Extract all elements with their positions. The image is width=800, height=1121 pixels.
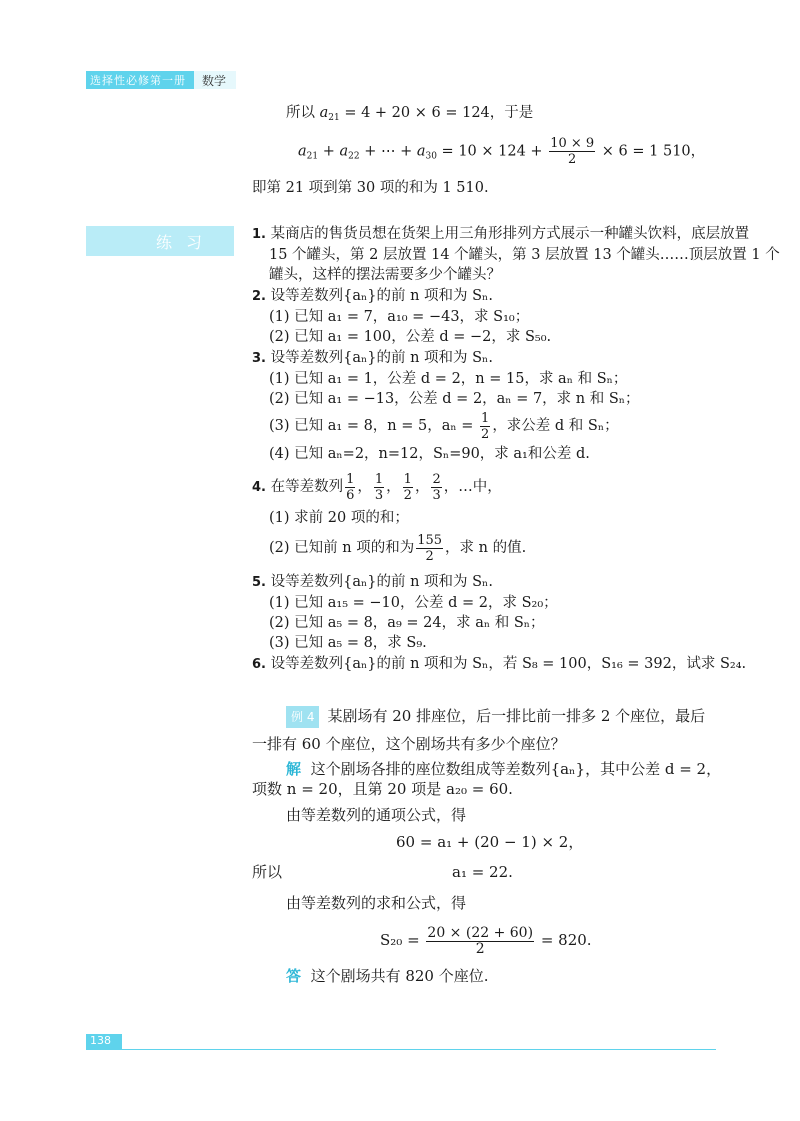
page-number-badge xyxy=(86,1034,122,1050)
exercise-q5-2: (2) 已知 a₅ = 8，a₉ = 24，求 aₙ 和 Sₙ； xyxy=(269,615,545,631)
fraction-1-3: $\frac{1}{3}$ xyxy=(374,471,384,503)
text-a21-eq: = 4 + 20 × 6 = 124，于是 xyxy=(339,105,534,121)
example-stem-line-1 xyxy=(286,706,705,728)
eq3-denominator: 2 xyxy=(475,940,485,957)
answer-text: 这个剧场共有 820 个座位. xyxy=(310,967,489,985)
fraction-1-2b: $\frac{1}{2}$ xyxy=(403,471,412,503)
exercise-q1: 1. 某商店的售货员想在货架上用三角形排列方式展示一种罐头饮料，底层放置 xyxy=(252,226,750,242)
so-label: 所以 xyxy=(252,863,283,881)
example-tag: 例 4 xyxy=(286,706,319,728)
exercise-q5: 5. 设等差数列{aₙ}的前 n 项和为 Sₙ. xyxy=(252,574,493,590)
fraction-155-over-2: $\frac{155}{2}$ xyxy=(417,532,443,564)
q3-stem: 设等差数列{aₙ}的前 n 项和为 Sₙ. xyxy=(270,350,493,366)
eq3-rhs: = 820. xyxy=(536,931,592,949)
q3-3-text-a: (3) 已知 a₁ = 8，n = 5，aₙ = xyxy=(269,418,479,434)
equation-2: a₁ = 22. xyxy=(452,863,513,881)
subject-label: 数学 xyxy=(202,74,227,88)
exercise-q2-1: (1) 已知 a₁ = 7，a₁₀ = −43，求 S₁₀； xyxy=(269,309,530,325)
fraction-1-over-2: $\frac{1}{2}$ xyxy=(481,410,490,442)
exercise-banner-label: 练习 xyxy=(155,233,216,252)
exercise-q4-2 xyxy=(252,530,722,566)
solution-line-3: 由等差数列的通项公式，得 xyxy=(286,806,467,824)
page-number: 138 xyxy=(90,1034,111,1047)
exercise-q3-4: (4) 已知 aₙ=2，n=12，Sₙ=90，求 a₁和公差 d. xyxy=(269,446,590,462)
exercise-q3-3 xyxy=(252,409,722,443)
exercise-q6: 6. 设等差数列{aₙ}的前 n 项和为 Sₙ，若 S₈ = 100，S₁₆ = 392，试求 S₂₄. xyxy=(252,656,747,672)
text-line2-tail: × 6 = 1 510， xyxy=(597,143,706,160)
exercise-q1-line2: 15 个罐头，第 2 层放置 14 个罐头，第 3 层放置 13 个罐头……顶层放置 1 个 xyxy=(269,247,780,263)
top-line-2: $a_{21} + a_{22}$ + ⋯ + $a_{30} = 10 \times 124$ + $\frac{10 \times 9}{2}$ × 6 = 1 510， xyxy=(298,136,706,167)
q1-line-1: 某商店的售货员想在货架上用三角形排列方式展示一种罐头饮料，底层放置 xyxy=(270,226,750,242)
exercise-list xyxy=(252,224,780,675)
solution-label: 解 xyxy=(286,760,302,778)
exercise-q3: 3. 设等差数列{aₙ}的前 n 项和为 Sₙ. xyxy=(252,350,493,366)
q2-stem: 设等差数列{aₙ}的前 n 项和为 Sₙ. xyxy=(270,288,493,304)
answer-label: 答 xyxy=(286,967,302,985)
footer-rule xyxy=(86,1049,716,1050)
exercise-q2: 2. 设等差数列{aₙ}的前 n 项和为 Sₙ. xyxy=(252,288,493,304)
answer-line xyxy=(286,966,489,986)
q3-3-text-b: ，求公差 d 和 Sₙ； xyxy=(492,418,619,434)
exercise-q5-1: (1) 已知 a₁₅ = −10，公差 d = 2，求 S₂₀； xyxy=(269,595,558,611)
exercise-q4: 4. 在等差数列 $\frac{1}{6}$ ， $\frac{1}{3}$ ， $\frac{1}{2}$ ， $\frac{2}{3}$ ，…中， xyxy=(252,471,502,503)
solution-line-2: 项数 n = 20，且第 20 项是 a₂₀ = 60. xyxy=(252,780,513,798)
book-title-badge xyxy=(86,71,194,89)
top-line-3: 即第 21 项到第 30 项的和为 1 510. xyxy=(252,180,489,196)
eq3-numerator: 20 × (22 + 60) xyxy=(427,924,534,941)
eq3-lhs: S₂₀ = xyxy=(380,931,425,949)
solution-line-1 xyxy=(286,759,721,779)
top-line-1: 所以 $a_{21} = 4 + 20 \times 6 = 124$，于是 xyxy=(286,105,534,123)
q4-stem-b: ，…中， xyxy=(443,479,502,495)
example-stem-line-2: 一排有 60 个座位，这个剧场共有多少个座位？ xyxy=(252,735,566,753)
fraction-10x9-over-2: $\frac{10 \times 9}{2}$ xyxy=(550,136,595,167)
book-title: 选择性必修第一册 xyxy=(90,74,186,87)
fraction-2-3: $\frac{2}{3}$ xyxy=(432,471,441,503)
exercise-q4-1: (1) 求前 20 项的和； xyxy=(269,510,409,526)
q5-stem: 设等差数列{aₙ}的前 n 项和为 Sₙ. xyxy=(270,574,493,590)
equation-3 xyxy=(380,920,592,960)
exercise-q3-2: (2) 已知 a₁ = −13，公差 d = 2，aₙ = 7，求 n 和 Sₙ； xyxy=(269,391,640,407)
fraction-sum xyxy=(426,926,534,957)
example-stem-1: 某剧场有 20 排座位，后一排比前一排多 2 个座位，最后 xyxy=(327,707,706,725)
solution-text-1: 这个剧场各排的座位数组成等差数列{aₙ}，其中公差 d = 2， xyxy=(310,760,722,778)
exercise-q3-1: (1) 已知 a₁ = 1，公差 d = 2，n = 15，求 aₙ 和 Sₙ； xyxy=(269,371,628,387)
q4-2-text-a: (2) 已知前 n 项的和为 xyxy=(269,540,415,556)
text-so: 所以 xyxy=(286,105,320,121)
equation-1: 60 = a₁ + (20 − 1) × 2， xyxy=(396,833,584,851)
q6-text: 设等差数列{aₙ}的前 n 项和为 Sₙ，若 S₈ = 100，S₁₆ = 392，试求 S₂₄. xyxy=(270,656,747,672)
exercise-q5-3: (3) 已知 a₅ = 8，求 S₉. xyxy=(269,635,427,651)
exercise-q2-2: (2) 已知 a₁ = 100，公差 d = −2，求 S₅₀. xyxy=(269,329,552,345)
q4-stem-a: 在等差数列 xyxy=(270,479,344,495)
subject-tag xyxy=(194,71,236,89)
fraction-1-6: $\frac{1}{6}$ xyxy=(346,471,355,503)
q4-2-text-b: ，求 n 的值. xyxy=(445,540,527,556)
exercise-banner xyxy=(86,226,234,256)
exercise-q1-line3: 罐头，这样的摆法需要多少个罐头？ xyxy=(269,267,501,283)
solution-line-4: 由等差数列的求和公式，得 xyxy=(286,894,467,912)
